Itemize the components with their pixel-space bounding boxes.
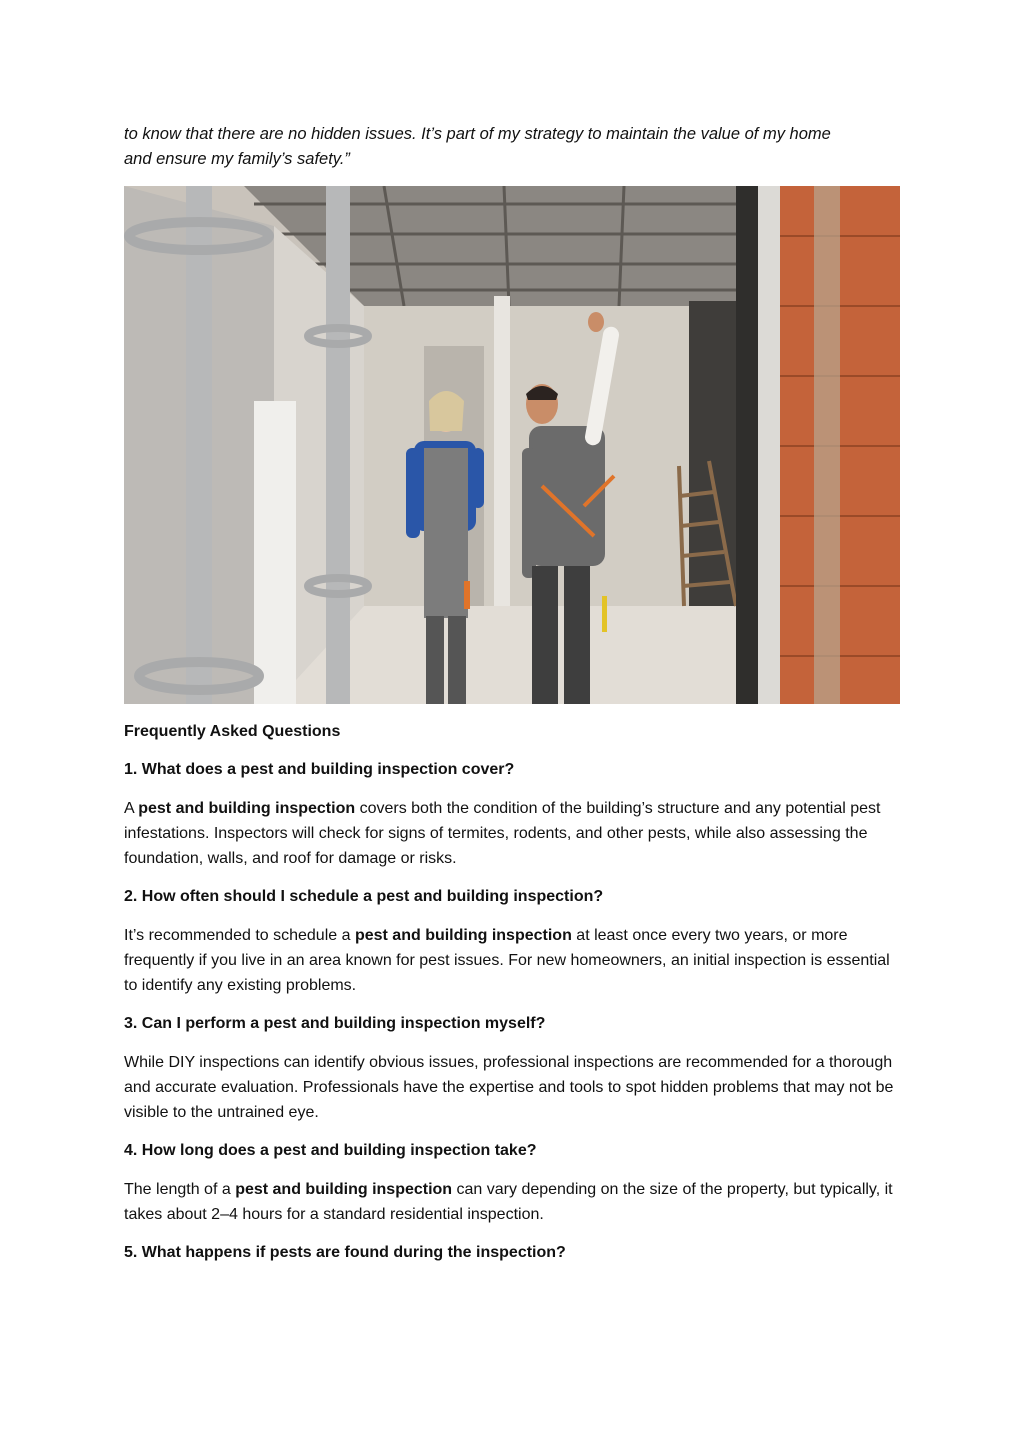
- page-content: [124, 122, 900, 1265]
- faq-answer-1: A pest and building inspection covers both the condition of the building’s structure and any potential pest infestations. Inspectors will check for signs of termites, rodents, and other pests, while also assessing the foundation, walls, and roof for damage or risks.: [124, 800, 881, 867]
- faq-question-3: 3. Can I perform a pest and building inspection myself?: [124, 1015, 546, 1032]
- quote-line-1: to know that there are no hidden issues. It’s part of my strategy to maintain the value of my home: [124, 125, 831, 143]
- faq-answer-3: While DIY inspections can identify obvious issues, professional inspections are recommended for a thorough and accurate evaluation. Professionals have the expertise and tools to spot hidden problems that may not be visible to the untrained eye.: [124, 1054, 894, 1121]
- faq-answer-4: The length of a pest and building inspection can vary depending on the size of the property, but typically, it takes about 2–4 hours for a standard residential inspection.: [124, 1181, 893, 1223]
- inspection-photo: [124, 186, 900, 704]
- faq-question-4: 4. How long does a pest and building inspection take?: [124, 1142, 537, 1159]
- faq-title: Frequently Asked Questions: [124, 723, 341, 740]
- faq-question-2: 2. How often should I schedule a pest and building inspection?: [124, 888, 604, 905]
- quote-line-2: and ensure my family’s safety.”: [124, 150, 350, 168]
- faq-question-1: 1. What does a pest and building inspection cover?: [124, 761, 515, 778]
- faq-answer-2: It’s recommended to schedule a pest and building inspection at least once every two years, or more frequently if you live in an area known for pest issues. For new homeowners, an initial inspection is essential to identify any existing problems.: [124, 927, 890, 994]
- faq-question-5: 5. What happens if pests are found during the inspection?: [124, 1244, 566, 1261]
- testimonial-quote: [124, 122, 900, 172]
